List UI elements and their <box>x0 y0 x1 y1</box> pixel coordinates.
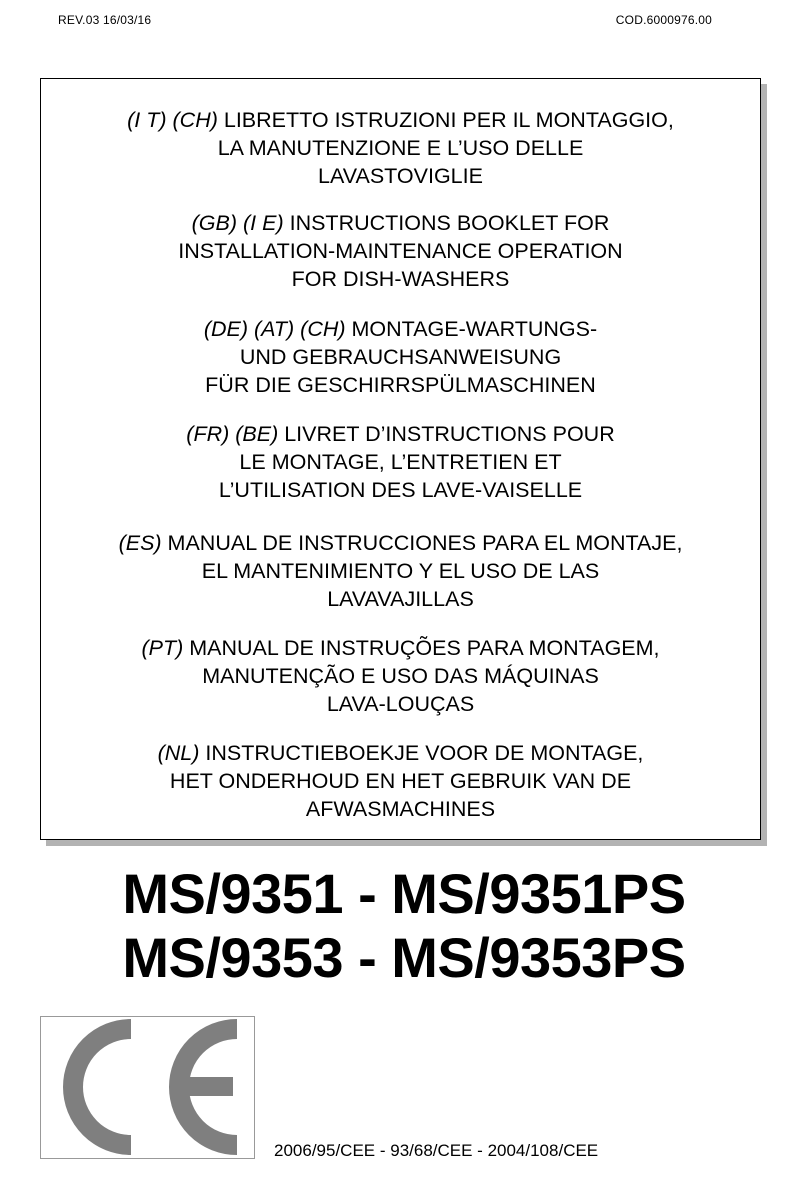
title-line: EL MANTENIMIENTO Y EL USO DE LAS <box>201 559 600 583</box>
language-codes: (NL) <box>157 741 200 765</box>
title-line: LAVAVAJILLAS <box>327 587 474 611</box>
title-line: FÜR DIE GESCHIRRSPÜLMASCHINEN <box>205 373 596 397</box>
title-line: INSTALLATION-MAINTENANCE OPERATION <box>178 239 623 263</box>
model-numbers <box>0 862 808 990</box>
title-line: (DE) (AT) (CH) MONTAGE-WARTUNGS- <box>203 317 598 341</box>
title-line: L’UTILISATION DES LAVE-VAISELLE <box>218 478 583 502</box>
title-line: (I T) (CH) LIBRETTO ISTRUZIONI PER IL MONTAGGIO, <box>127 108 674 132</box>
revision-label: REV.03 16/03/16 <box>58 13 152 27</box>
title-line: UND GEBRAUCHSANWEISUNG <box>239 345 562 369</box>
title-line: LAVA-LOUÇAS <box>326 692 475 716</box>
ce-letter-c <box>73 1029 131 1145</box>
language-codes: (FR) (BE) <box>186 422 279 446</box>
language-codes: (GB) (I E) <box>191 211 284 235</box>
title-line: AFWASMACHINES <box>305 797 496 821</box>
title-line: LA MANUTENZIONE E L’USO DELLE <box>217 136 584 160</box>
ce-mark-box <box>40 1016 255 1159</box>
title-line: FOR DISH-WASHERS <box>291 267 510 291</box>
title-line: MANUTENÇÃO E USO DAS MÁQUINAS <box>202 664 599 688</box>
language-codes: (PT) <box>141 636 184 660</box>
title-line: HET ONDERHOUD EN HET GEBRUIK VAN DE <box>169 769 632 793</box>
language-codes: (DE) (AT) (CH) <box>203 317 346 341</box>
language-block-gb <box>41 209 760 293</box>
document-code: COD.6000976.00 <box>615 13 712 27</box>
title-line: LE MONTAGE, L’ENTRETIEN ET <box>239 450 562 474</box>
language-block-pt <box>41 634 760 718</box>
language-codes: (I T) (CH) <box>127 108 218 132</box>
language-block-fr <box>41 420 760 504</box>
language-block-es <box>41 529 760 613</box>
ce-letter-e-bar <box>179 1077 233 1096</box>
model-line-1: MS/9351 - MS/9351PS <box>122 862 686 925</box>
language-block-it <box>41 106 760 190</box>
language-block-nl <box>41 739 760 823</box>
title-line: LAVASTOVIGLIE <box>318 164 483 188</box>
directives-text: 2006/95/CEE - 93/68/CEE - 2004/108/CEE <box>274 1141 599 1160</box>
model-line-2: MS/9353 - MS/9353PS <box>122 926 686 989</box>
title-line: (FR) (BE) LIVRET D’INSTRUCTIONS POUR <box>186 422 615 446</box>
ce-mark-icon <box>41 1017 254 1158</box>
title-line: (PT) MANUAL DE INSTRUÇÕES PARA MONTAGEM, <box>141 636 660 660</box>
language-codes: (ES) <box>118 531 162 555</box>
title-line: (ES) MANUAL DE INSTRUCCIONES PARA EL MONTAJE, <box>118 531 683 555</box>
title-line: (GB) (I E) INSTRUCTIONS BOOKLET FOR <box>191 211 610 235</box>
language-titles-box <box>40 78 761 840</box>
language-block-de <box>41 315 760 399</box>
title-line: (NL) INSTRUCTIEBOEKJE VOOR DE MONTAGE, <box>157 741 644 765</box>
